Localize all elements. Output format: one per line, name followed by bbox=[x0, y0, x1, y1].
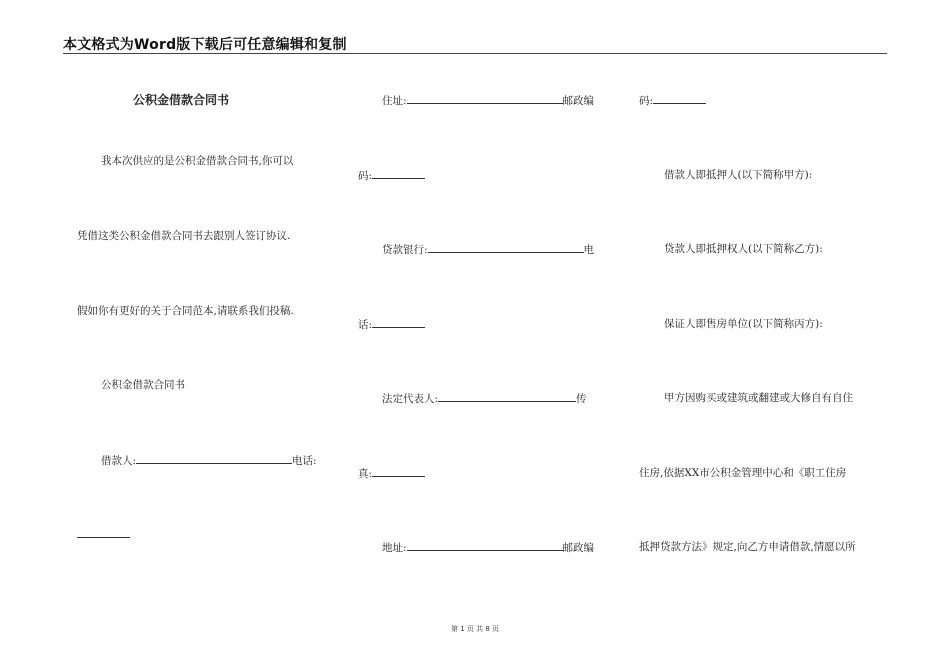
postcode2-line bbox=[639, 93, 706, 108]
party-a-line: 借款人即抵押人(以下简称甲方): bbox=[664, 169, 813, 181]
phone-line bbox=[77, 527, 130, 542]
party-c-line: 保证人即售房单位(以下简称丙方): bbox=[664, 318, 823, 330]
bank-line bbox=[382, 242, 594, 257]
intro-line-3: 假如你有更好的关于合同范本,请联系我们投稿. bbox=[77, 305, 294, 317]
fax-field[interactable] bbox=[372, 466, 425, 477]
intro-line-1: 我本次供应的是公积金借款合同书,你可以 bbox=[101, 155, 294, 167]
tel-prefix: 电 bbox=[583, 244, 595, 256]
borrower-field[interactable] bbox=[136, 453, 292, 464]
bank-label: 贷款银行: bbox=[382, 244, 428, 256]
postcode-suffix: 码: bbox=[358, 170, 373, 182]
body-line-2: 住房,依据XX市公积金管理中心和《职工住房 bbox=[639, 467, 847, 479]
address-label: 住址: bbox=[382, 95, 407, 107]
address2-label: 地址: bbox=[382, 542, 407, 554]
phone-label: 电话: bbox=[292, 455, 317, 467]
representative-field[interactable] bbox=[438, 391, 576, 402]
fax-prefix: 传 bbox=[576, 393, 587, 405]
address-field[interactable] bbox=[407, 93, 563, 104]
header-text: 本文格式为Word版下载后可任意编辑和复制 bbox=[63, 37, 347, 53]
postcode2-prefix: 邮政编 bbox=[562, 542, 595, 554]
postcode-prefix: 邮政编 bbox=[562, 95, 595, 107]
header-rule bbox=[63, 53, 887, 54]
postcode2-field[interactable] bbox=[653, 93, 706, 104]
borrower-line bbox=[101, 453, 317, 468]
fax-suffix: 真: bbox=[358, 468, 373, 480]
borrower-label: 借款人: bbox=[101, 455, 137, 467]
body-line-1: 甲方因购买或建筑或翻建或大修自有自住 bbox=[664, 392, 853, 404]
tel-suffix: 话: bbox=[358, 319, 373, 331]
fax-line bbox=[358, 466, 425, 481]
address2-field[interactable] bbox=[407, 540, 563, 551]
party-b-line: 贷款人即抵押权人(以下简称乙方): bbox=[664, 243, 823, 255]
document-title: 公积金借款合同书 bbox=[133, 93, 230, 107]
postcode-line bbox=[358, 168, 425, 183]
representative-line bbox=[382, 391, 587, 406]
address2-line bbox=[382, 540, 594, 555]
tel-line bbox=[358, 317, 425, 332]
tel-field[interactable] bbox=[372, 317, 425, 328]
postcode-field[interactable] bbox=[372, 168, 425, 179]
intro-line-2: 凭借这类公积金借款合同书去跟别人签订协议. bbox=[77, 230, 291, 242]
section-subtitle: 公积金借款合同书 bbox=[101, 379, 185, 391]
bank-field[interactable] bbox=[428, 242, 584, 253]
representative-label: 法定代表人: bbox=[382, 393, 439, 405]
postcode2-suffix: 码: bbox=[639, 95, 654, 107]
page-footer: 第 1 页 共 8 页 bbox=[450, 625, 500, 633]
body-line-3: 抵押贷款方法》规定,向乙方申请借款,情愿以所 bbox=[639, 541, 856, 553]
phone-field[interactable] bbox=[77, 527, 130, 538]
address-line bbox=[382, 93, 594, 108]
